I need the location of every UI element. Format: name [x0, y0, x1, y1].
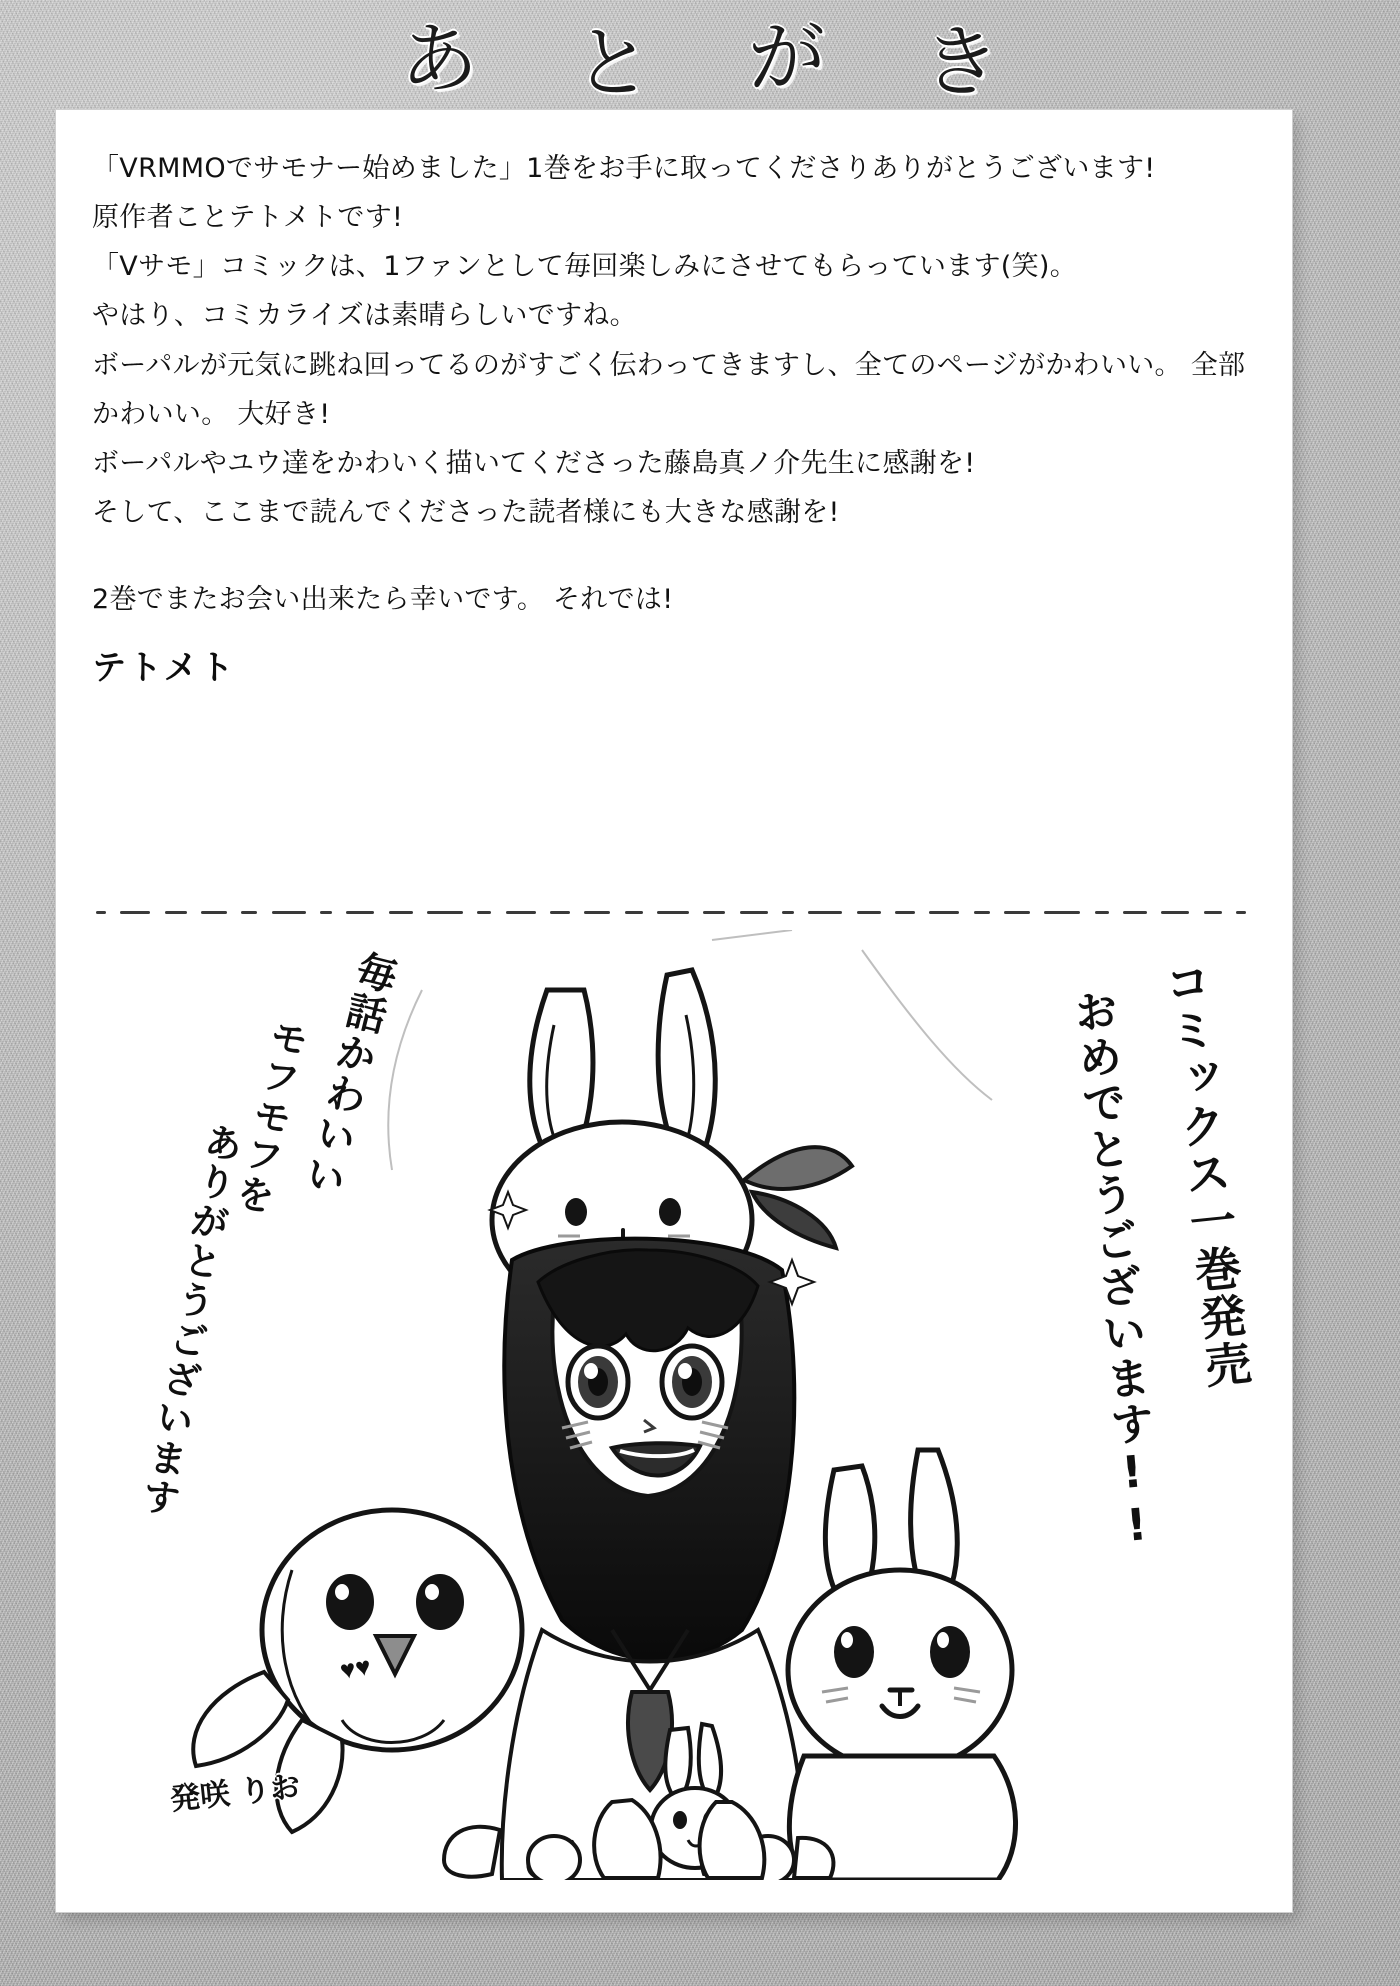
girl-character: [502, 1239, 803, 1880]
ribbon-decoration: [744, 1147, 852, 1248]
illustrator-signature-text: 発咲 りお: [168, 1769, 302, 1818]
title-char-2: と: [572, 17, 654, 111]
handwritten-caption-right-1: コミックス一巻発売: [1155, 956, 1255, 1392]
afterword-paragraph: そして、ここまで読んでくださった読者様にも大きな感謝を!: [92, 496, 840, 528]
afterword-paragraph: ボーパルやユウ達をかわいく描いてくださった藤島真ノ介先生に感謝を!: [92, 447, 976, 479]
afterword-sheet: [56, 110, 1292, 1912]
handwritten-caption-left-3: ありがとうございます: [132, 1119, 246, 1521]
paragraph-spacer: [92, 537, 1252, 575]
illustration: [92, 930, 1256, 1880]
afterword-paragraph: 原作者ことテトメトです!: [92, 202, 404, 234]
afterword-paragraph: 「VRMMOでサモナー始めました」1巻をお手に取ってくださりありがとうございます!: [92, 153, 1156, 184]
title-char-3: が: [746, 11, 828, 105]
heart-icon: ♥♥: [337, 1650, 374, 1686]
title-char-1: あ: [399, 14, 479, 106]
afterword-paragraph: やはり、コミカライズは素晴らしいですね。: [92, 300, 637, 332]
dashed-divider: [96, 905, 1246, 919]
author-signature: テトメト: [92, 648, 236, 689]
title-char-4: き: [921, 17, 1001, 109]
handwritten-caption-left-1: 毎話かわいい: [295, 946, 401, 1202]
rabbit-character: [788, 1450, 1016, 1880]
afterword-body: [92, 144, 1252, 700]
afterword-closing: 2巻でまたお会い出来たら幸いです。 それでは!: [92, 584, 674, 615]
afterword-paragraph: 「Vサモ」コミックは、1ファンとして毎回楽しみにさせてもらっています(笑)。: [92, 251, 1078, 283]
handwritten-caption-right-2: おめでとうございます!!: [1064, 986, 1165, 1556]
afterword-paragraph: ボーパルが元気に跳ね回ってるのがすごく伝わってきますし、全てのページがかわいい。 全部かわいい。 大好き!: [92, 349, 1246, 430]
page-title: [0, 8, 1400, 112]
handwritten-caption-left-2: モフモフを: [226, 1013, 312, 1219]
